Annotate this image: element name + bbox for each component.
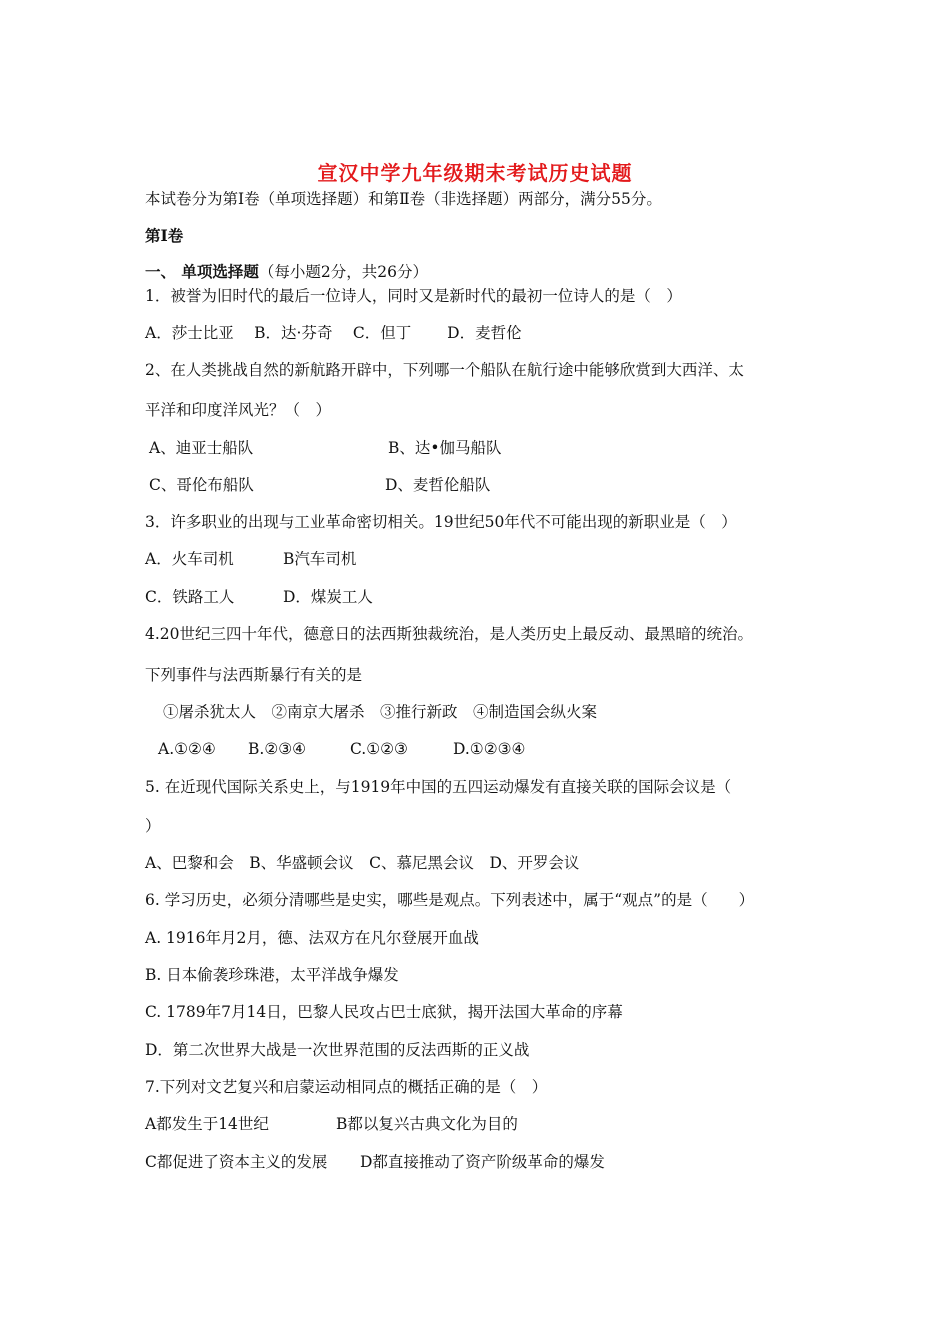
question-4-option-d: D.①②③④	[453, 740, 526, 758]
question-5-stem-line2: ）	[145, 817, 161, 835]
exam-intro: 本试卷分为第Ⅰ卷（单项选择题）和第Ⅱ卷（非选择题）两部分，满分55分。	[145, 190, 662, 208]
question-5-options: A、巴黎和会 B、华盛顿会议 C、慕尼黑会议 D、开罗会议	[145, 854, 580, 872]
question-2-option-c: C、哥伦布船队	[149, 476, 254, 494]
question-1-options: A．莎士比亚 B．达·芬奇 C．但丁 D．麦哲伦	[145, 324, 522, 342]
section-heading: 第Ⅰ卷	[145, 226, 184, 245]
question-7-stem: 7.下列对文艺复兴和启蒙运动相同点的概括正确的是（ ）	[145, 1078, 548, 1096]
question-2-option-b: B、达•伽马船队	[388, 439, 502, 457]
question-7-option-a: A都发生于14世纪	[145, 1115, 269, 1133]
part-label: 一、 单项选择题	[145, 262, 259, 281]
question-3-option-c: C．铁路工人	[145, 588, 235, 606]
question-1-stem: 1．被誉为旧时代的最后一位诗人，同时又是新时代的最初一位诗人的是（ ）	[145, 287, 682, 305]
question-2-stem-line2: 平洋和印度洋风光？（ ）	[145, 401, 332, 419]
question-4-option-b: B.②③④	[248, 740, 307, 758]
question-4-stem-line1: 4.20世纪三四十年代，德意日的法西斯独裁统治，是人类历史上最反动、最黑暗的统治。	[145, 625, 754, 643]
question-6-stem: 6. 学习历史，必须分清哪些是史实，哪些是观点。下列表述中，属于“观点”的是（ ）	[145, 891, 755, 909]
question-6-option-d: D．第二次世界大战是一次世界范围的反法西斯的正义战	[145, 1041, 530, 1059]
exam-title: 宣汉中学九年级期末考试历史试题	[317, 161, 633, 185]
question-3-option-a: A．火车司机	[145, 550, 234, 568]
question-2-stem-line1: 2、在人类挑战自然的新航路开辟中，下列哪一个船队在航行途中能够欣赏到大西洋、太	[145, 361, 744, 379]
question-6-option-b: B. 日本偷袭珍珠港，太平洋战争爆发	[145, 966, 399, 984]
question-4-items: ①屠杀犹太人 ②南京大屠杀 ③推行新政 ④制造国会纵火案	[163, 703, 598, 721]
question-6-option-c: C. 1789年7月14日，巴黎人民攻占巴士底狱，揭开法国大革命的序幕	[145, 1003, 623, 1021]
question-2-option-a: A、迪亚士船队	[149, 439, 254, 457]
question-6-option-a: A. 1916年月2月，德、法双方在凡尔登展开血战	[145, 929, 479, 947]
question-4-option-a: A.①②④	[158, 740, 216, 758]
question-7-option-c: C都促进了资本主义的发展	[145, 1153, 328, 1171]
question-7-option-b: B都以复兴古典文化为目的	[336, 1115, 518, 1133]
part-heading	[145, 262, 428, 282]
question-3-option-b: B汽车司机	[283, 550, 357, 568]
question-2-option-d: D、麦哲伦船队	[385, 476, 491, 494]
question-5-stem-line1: 5. 在近现代国际关系史上，与1919年中国的五四运动爆发有直接关联的国际会议是（	[145, 778, 732, 796]
question-3-stem: 3．许多职业的出现与工业革命密切相关。19世纪50年代不可能出现的新职业是（ ）	[145, 513, 737, 531]
part-note: （每小题2分，共26分）	[258, 263, 428, 281]
question-4-stem-line2: 下列事件与法西斯暴行有关的是	[145, 666, 363, 684]
question-7-option-d: D都直接推动了资产阶级革命的爆发	[360, 1153, 605, 1171]
question-4-option-c: C.①②③	[350, 740, 408, 758]
question-3-option-d: D．煤炭工人	[283, 588, 373, 606]
